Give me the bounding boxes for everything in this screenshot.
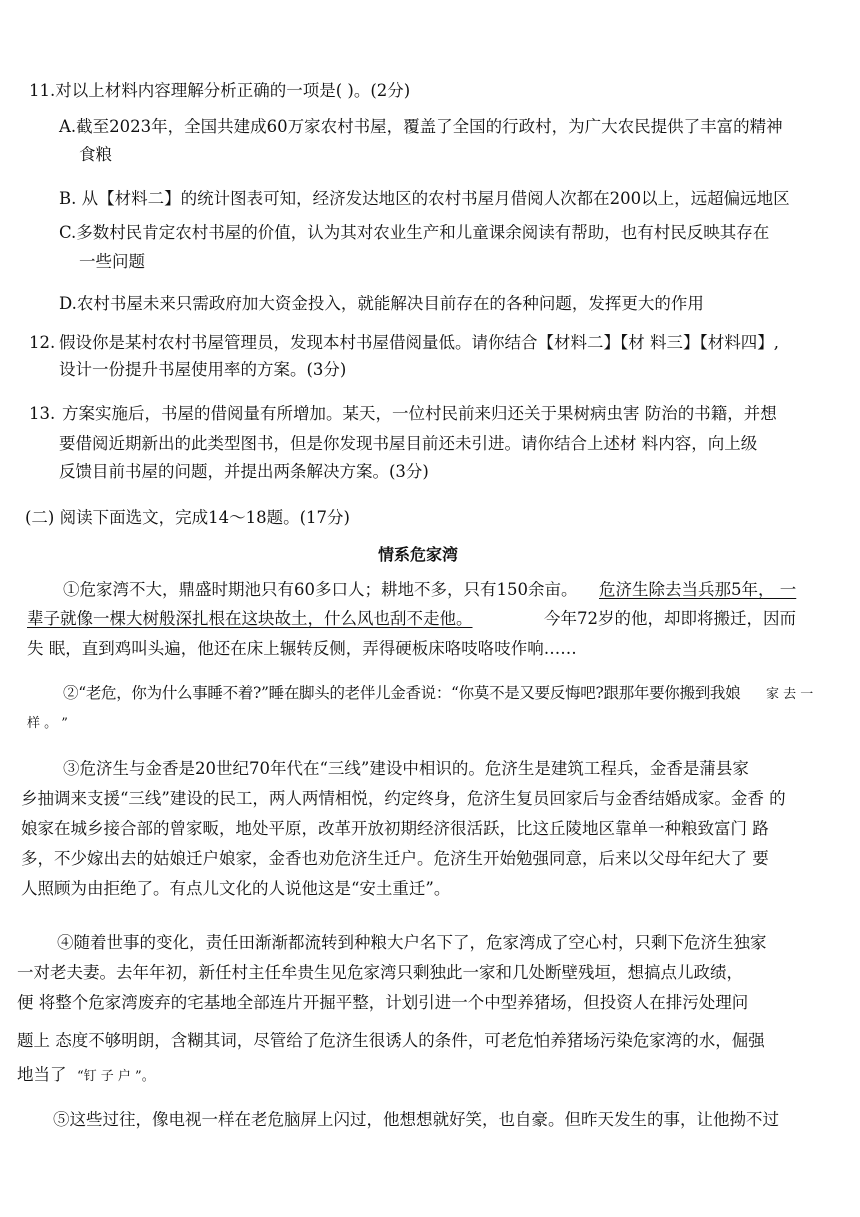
p1-line-1a: ①危家湾不大，鼎盛时期池只有60多口人；耕地不多，只有150余亩。 xyxy=(63,580,578,599)
q12-line-1: 假设你是某村农村书屋管理员，发现本村书屋借阅量低。请你结合【材料二】【材 料三】【材料四】, xyxy=(59,333,779,352)
section-heading: (二) 阅读下面选文，完成14～18题。(17分) xyxy=(25,508,350,527)
p3-line-5: 人照顾为由拒绝了。有点儿文化的人说他这是“安土重迁”。 xyxy=(21,879,451,898)
q11-option-a-cont: 食粮 xyxy=(79,145,112,164)
p3-line-2: 乡抽调来支援“三线”建设的民工，两人两情相悦，约定终身，危济生复员回家后与金香结婚成家。金香 的 xyxy=(21,789,786,808)
p4-line-4: 题上 态度不够明朗，含糊其词，尽管给了危济生很诱人的条件，可老危怕养猪场污染危家湾的水，倔强 xyxy=(17,1031,765,1050)
p4-line-5a: 地当了 xyxy=(17,1065,67,1084)
q12-line-2: 设计一份提升书屋使用率的方案。(3分) xyxy=(59,360,347,379)
q11-option-c: C.多数村民肯定农村书屋的价值，认为其对农业生产和儿童课余阅读有帮助，也有村民反映其存在 xyxy=(59,223,770,242)
q13-line-1: 方案实施后，书屋的借阅量有所增加。某天，一位村民前来归还关于果树病虫害 防治的书籍，并想 xyxy=(62,404,777,423)
p3-line-3: 娘家在城乡接合部的曾家畈，地处平原，改革开放初期经济很活跃，比这丘陵地区靠单一种粮致富门 路 xyxy=(21,819,769,838)
p1-underlined-1: 危济生除去当兵那5年， 一 xyxy=(599,580,797,599)
q11-option-a: A.截至2023年，全国共建成60万家农村书屋，覆盖了全国的行政村，为广大农民提供了丰富的精神 xyxy=(59,117,783,136)
p3-line-1: ③危济生与金香是20世纪70年代在“三线”建设中相识的。危济生是建筑工程兵，金香是蒲县家 xyxy=(63,759,749,778)
q13-number: 13. xyxy=(29,404,56,423)
article-title: 情系危家湾 xyxy=(378,545,459,564)
q11-stem: 11.对以上材料内容理解分析正确的一项是( )。(2分) xyxy=(29,81,411,100)
p5-line-1: ⑤这些过往，像电视一样在老危脑屏上闪过，他想想就好笑，也自豪。但昨天发生的事，让他拗不过 xyxy=(53,1110,779,1129)
q13-line-3: 反馈目前书屋的问题，并提出两条解决方案。(3分) xyxy=(59,462,429,481)
p4-line-1: ④随着世事的变化，责任田渐渐都流转到种粮大户名下了，危家湾成了空心村，只剩下危济生独家 xyxy=(57,933,767,952)
p4-line-2: 一对老夫妻。去年年初，新任村主任牟贵生见危家湾只剩独此一家和几处断壁残垣，想搞点儿政绩， xyxy=(17,963,743,982)
p2-line-1: ②“老危，你为什么事睡不着?”睡在脚头的老伴儿金香说：“你莫不是又要反悔吧?跟那年要你搬到我娘 xyxy=(63,684,741,702)
p1-line-3: 失 眠，直到鸡叫头遍，他还在床上辗转反侧，弄得硬板床咯吱咯吱作响…… xyxy=(27,639,577,658)
q11-option-c-cont: 一些问题 xyxy=(79,252,145,271)
q12-number: 12. xyxy=(29,333,56,352)
q11-option-b: B. 从【材料二】的统计图表可知，经济发达地区的农村书屋月借阅人次都在200以上，远超偏远地区 xyxy=(59,189,790,208)
q13-line-2: 要借阅近期新出的此类型图书，但是你发现书屋目前还未引进。请你结合上述材 料内容，向上级 xyxy=(59,434,758,453)
p3-line-4: 多，不少嫁出去的姑娘迁户娘家，金香也劝危济生迁户。危济生开始勉强同意，后来以父母年纪大了 要 xyxy=(21,849,769,868)
p1-line-2b: 今年72岁的他，却即将搬迁，因而 xyxy=(544,609,796,628)
p1-underlined-2: 辈子就像一棵大树般深扎根在这块故土，什么风也刮不走他。 xyxy=(27,609,473,628)
q11-option-d: D.农村书屋未来只需政府加大资金投入，就能解决目前存在的各种问题，发挥更大的作用 xyxy=(59,294,704,313)
p2-line-1-tail: 家 去 一 xyxy=(766,687,814,702)
p2-line-2: 样 。 ” xyxy=(27,716,68,731)
p4-line-5b: “钉 子 户 ”。 xyxy=(77,1069,155,1084)
p4-line-3: 便 将整个危家湾废弃的宅基地全部连片开掘平整，计划引进一个中型养猪场，但投资人在排污处理问 xyxy=(17,993,749,1012)
